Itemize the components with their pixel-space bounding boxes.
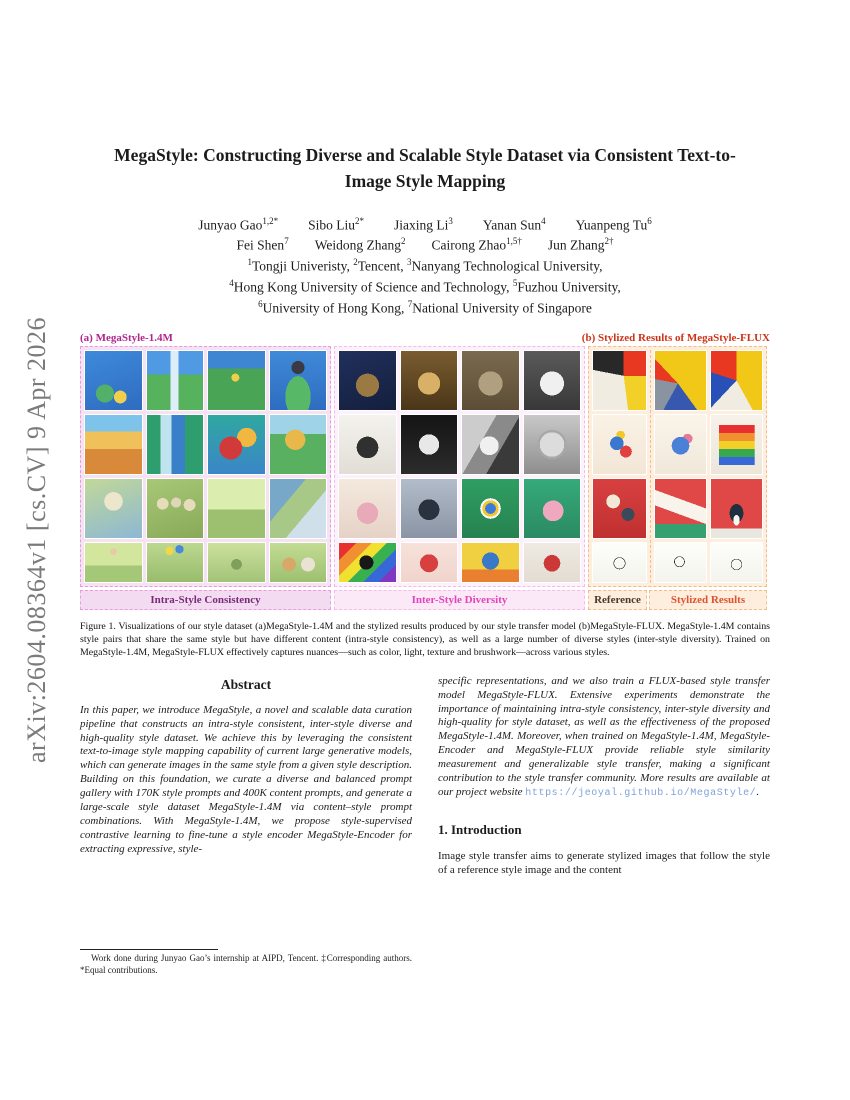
panel-stylized-results (588, 346, 767, 587)
tile-bike-pink-3d-toy (338, 478, 397, 539)
tile-soccer-stadium (207, 350, 266, 411)
tile-ref-doodle-girl (592, 542, 647, 583)
author: Yuanpeng Tu$^6$ (575, 215, 652, 232)
affiliation-line-1: $^1$Tongji Univeristy, $^2$Tencent, $^3$Nanyang Technological University, (247, 256, 603, 273)
figure-1 (80, 332, 770, 610)
tile-two-cats (269, 542, 328, 583)
tile-bike-cubist-bw (461, 414, 520, 475)
tile-bike-embroidered (523, 542, 582, 583)
tile-ref-plasticine-plane (592, 414, 647, 475)
tile-bike-bronze-relief (338, 350, 397, 411)
tile-bike-white-3d (523, 350, 582, 411)
tile-family-walking (84, 350, 143, 411)
tile-bike-pixel-rainbow (338, 542, 397, 583)
tile-plasticine-elephant (654, 414, 707, 475)
introduction-text: Image style transfer aims to generate stylized images that follow the style of a reference style image and the content (438, 850, 770, 877)
paper-content (80, 0, 770, 977)
tile-doodle-moose (710, 542, 763, 583)
tile-green-living-room (207, 478, 266, 539)
tile-gymnast-bars (84, 542, 143, 583)
tile-man-portrait (269, 350, 328, 411)
footnote-text: Work done during Junyao Gao’s internship at AIPD, Tencent. ‡Corresponding authors. *Equal contributions. (80, 953, 412, 975)
project-website-link[interactable]: https://jeoyal.github.io/MegaStyle/ (525, 788, 757, 800)
author: Weidong Zhang$^2$ (314, 236, 406, 253)
label-inter-style-diversity: Inter-Style Diversity (334, 590, 585, 610)
tile-canyon-hikers (84, 414, 143, 475)
tile-bike-pink-flat (523, 478, 582, 539)
figure-panel-labels (80, 332, 770, 344)
tile-fjord-landscape (269, 478, 328, 539)
tile-bike-engraving (338, 414, 397, 475)
left-column (80, 675, 412, 977)
figure-grid (80, 346, 770, 587)
figure-caption: Figure 1. Visualizations of our style dataset (a)MegaStyle-1.4M and the stylized results produced by our style transfer model (b)MegaStyle-FLUX. MegaStyle-1.4M contains style pairs that share the same style but have different content (intra-style consistency), as well as a large number of diverse styles (inter-style diversity). Trained on MegaStyle-1.4M, MegaStyle-FLUX effectively captures nuances—such as color, light, texture and brushwork—across various styles. (80, 620, 770, 659)
tile-doodle-bird (654, 542, 707, 583)
affiliation-line-2: $^4$Hong Kong University of Science and Technology, $^5$Fuzhou University, (229, 277, 621, 295)
reference-column (592, 350, 651, 583)
paper-title: MegaStyle: Constructing Diverse and Scalable Style Dataset via Consistent Text-to-Image Style Mapping (114, 145, 736, 192)
panel-b-label: (b) Stylized Results of MegaStyle-FLUX (581, 331, 770, 344)
label-intra-style-consistency: Intra-Style Consistency (80, 590, 331, 610)
tile-ref-mondrian (592, 350, 647, 411)
abstract-heading: Abstract (220, 676, 272, 692)
tile-dog-balloons (146, 542, 205, 583)
footnote-rule (80, 949, 218, 950)
tile-bike-white-on-black (400, 414, 459, 475)
tile-impressionist-three-women (146, 478, 205, 539)
introduction-heading: 1. Introduction (438, 822, 522, 837)
author: Cairong Zhao$^{1,5\dagger}$ (431, 236, 522, 253)
tile-flat-penguin (710, 478, 763, 539)
tile-mondrian-dog (654, 350, 707, 411)
tile-mondrian-cat (710, 350, 763, 411)
tile-family-park (207, 542, 266, 583)
author: Jiaxing Li$^3$ (393, 215, 453, 232)
author-line-1 (80, 216, 770, 234)
figure-footer-labels (80, 590, 770, 610)
stylized-results-grid (651, 350, 763, 583)
affiliations (80, 256, 770, 320)
tile-monument-park (146, 350, 205, 411)
abstract-text: In this paper, we introduce MegaStyle, a novel and scalable data curation pipeline that constructs an intra-style consistent, inter-style diverse and high-quality style dataset. We achieve this by leveraging the consistent text-to-image style mapping capability of current large generative models, which can generate images in the same style from a given style description. Building on this foundation, we curate a diverse and balanced prompt gallery with 170K style prompts and 400K content prompts, and generate a large-scale style dataset MegaStyle-1.4M via content–style prompt combinations. With MegaStyle-1.4M, we propose style-supervised contrastive learning to fine-tune a style encoder MegaStyle-Encoder for extracting expressive, style- (80, 703, 412, 856)
arxiv-banner: arXiv:2604.08364v1 [cs.CV] 9 Apr 2026 (22, 316, 51, 764)
tile-bike-gold-relief (400, 350, 459, 411)
tile-waterfall (146, 414, 205, 475)
tile-bike-stone-carving (461, 350, 520, 411)
panel-b-footer (588, 590, 767, 610)
abstract-final-period: . (756, 786, 760, 799)
tile-bike-enamel-pin (400, 478, 459, 539)
label-stylized-results: Stylized Results (649, 590, 767, 610)
tile-bike-coin (523, 414, 582, 475)
author-line-2 (80, 236, 770, 254)
author: Yanan Sun$^4$ (482, 215, 546, 232)
tile-bike-red-stamp (400, 542, 459, 583)
tile-plasticine-bench (710, 414, 763, 475)
right-column (438, 675, 770, 977)
tile-bike-sticker-green (461, 478, 520, 539)
tile-bike-blue-painting (461, 542, 520, 583)
abstract-continued-text: specific representations, and we also train a FLUX-based style transfer model MegaStyle-FLUX. Extensive experiments demonstrate the importance of maintaining intra-style consistency, inter-style diversity and high-quality for style dataset, as well as the effectiveness of the proposed MegaStyle-1.4M. Moreover, when trained on MegaStyle-1.4M, MegaStyle-Encoder and MegaStyle-FLUX provide reliable style similarity measurement and generalizable style transfer, making a significant contribution to the style transfer community. More results are available at our project website (438, 674, 770, 799)
panel-inter-style-diversity (334, 346, 585, 587)
tile-pomegranate (207, 414, 266, 475)
two-column-body (80, 675, 770, 977)
tile-ref-flat-red-scene (592, 478, 647, 539)
author: Junyao Gao$^{1,2*}$ (198, 215, 279, 232)
panel-intra-style-consistency (80, 346, 331, 587)
author: Sibo Liu$^{2*}$ (308, 215, 364, 232)
tile-impressionist-woman-hat (84, 478, 143, 539)
author: Jun Zhang$^{2\dagger}$ (547, 236, 614, 253)
author: Fei Shen$^7$ (236, 236, 289, 253)
abstract-continued (438, 675, 770, 801)
panel-a-label: (a) MegaStyle-1.4M (80, 331, 173, 344)
tile-flat-sailboat (654, 478, 707, 539)
footnote (80, 949, 412, 976)
label-reference: Reference (588, 590, 647, 610)
tile-lion (269, 414, 328, 475)
affiliation-line-3: $^6$University of Hong Kong, $^7$National University of Singapore (258, 299, 592, 316)
